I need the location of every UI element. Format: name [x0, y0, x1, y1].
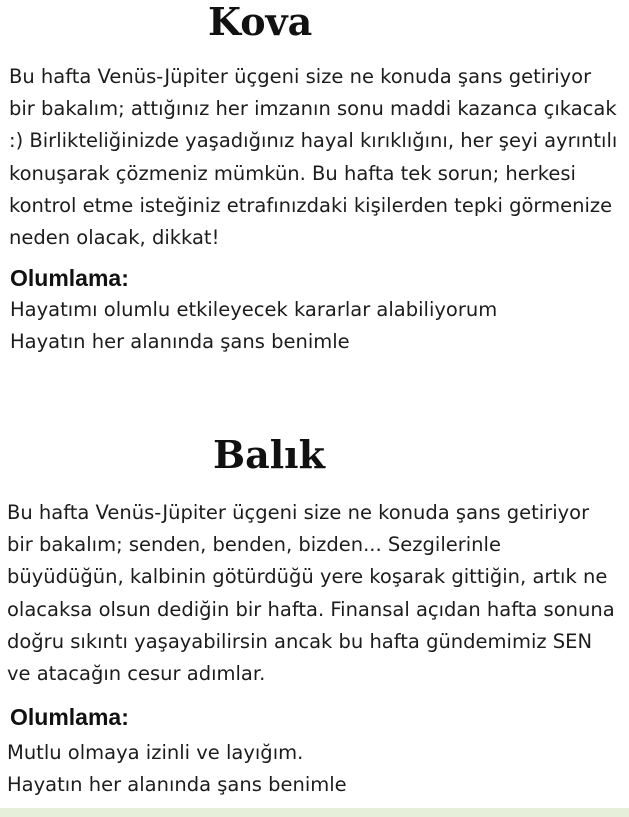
balik-title: Balık — [213, 432, 325, 477]
balik-affirmation-1: Mutlu olmaya izinli ve layığım. — [7, 741, 304, 764]
balik-affirmation-2: Hayatın her alanında şans benimle — [7, 773, 347, 796]
bottom-border-strip — [0, 808, 629, 817]
balik-affirmation-title: Olumlama: — [10, 704, 129, 730]
kova-affirmation-1: Hayatımı olumlu etkileyecek kararlar alabiliyorum — [10, 298, 498, 321]
balik-paragraph: Bu hafta Venüs-Jüpiter üçgeni size ne konuda şans getiriyor bir bakalım; senden, benden, bizden... Sezgilerinle büyüdüğün, kalbinin götürdüğü yere koşarak gittiğin, artık ne olacaksa olsun dediğin bir hafta. Finansal açıdan hafta sonuna doğru sıkıntı yaşayabilirsin ancak bu hafta gündemimiz SEN ve atacağın cesur adımlar. — [7, 501, 615, 686]
kova-title: Kova — [208, 0, 313, 44]
kova-affirmation-title: Olumlama: — [10, 265, 129, 291]
kova-affirmation-2: Hayatın her alanında şans benimle — [10, 330, 350, 353]
kova-paragraph: Bu hafta Venüs-Jüpiter üçgeni size ne konuda şans getiriyor bir bakalım; attığınız her imzanın sonu maddi kazanca çıkacak :) Birlikteliğinizde yaşadığınız hayal kırıklığını, her şeyi ayrıntılı konuşarak çözmeniz mümkün. Bu hafta tek sorun; herkesi kontrol etme isteğiniz etrafınızdaki kişilerden tepki görmenize neden olacak, dikkat! — [9, 65, 618, 250]
